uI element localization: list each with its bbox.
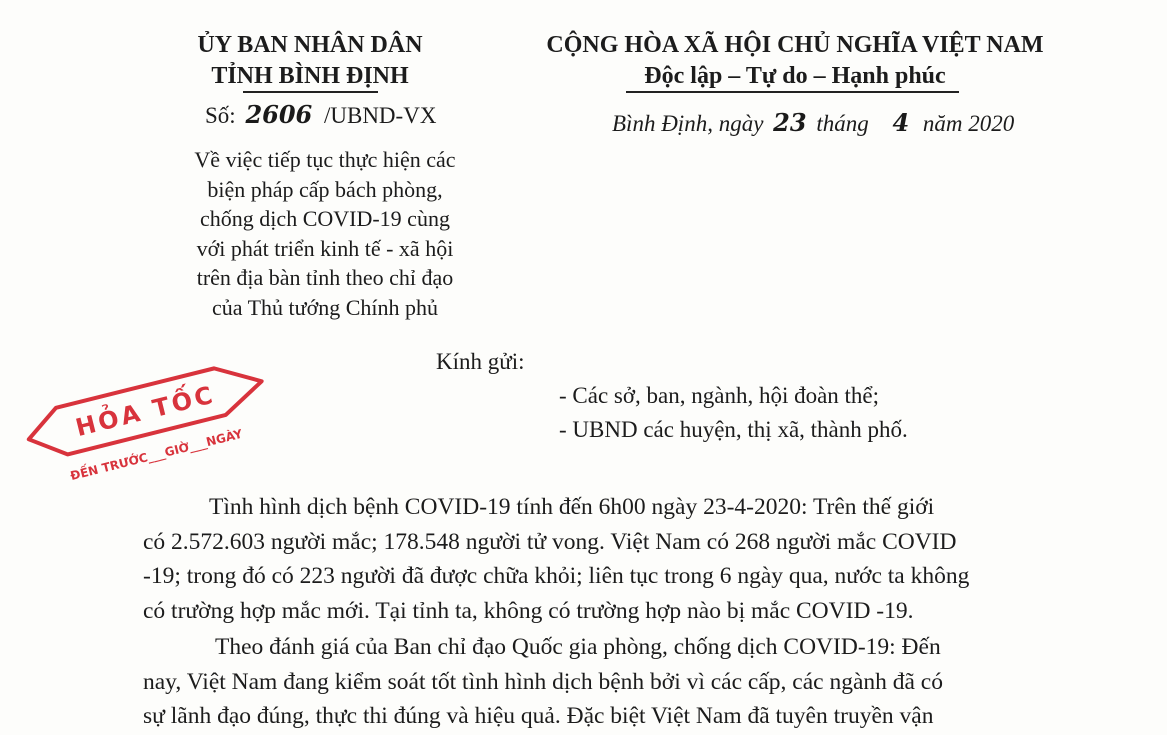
body-paragraph-1: [143, 490, 1055, 628]
subject-line: biện pháp cấp bách phòng,: [207, 176, 443, 202]
number-value: 2606: [245, 100, 313, 129]
agency-line-1: ỦY BAN NHÂN DÂN: [197, 32, 423, 58]
recipient-item: - UBND các huyện, thị xã, thành phố.: [559, 417, 908, 442]
subject-line: của Thủ tướng Chính phủ: [211, 294, 439, 320]
number-suffix: /UBND-VX: [323, 103, 437, 128]
issue-date: [612, 108, 1014, 137]
date-place: Bình Định, ngày: [612, 111, 764, 136]
paragraph-line: nay, Việt Nam đang kiểm soát tốt tình hình dịch bệnh bởi vì các cấp, các ngành đã có: [143, 668, 943, 695]
subject-line: Về việc tiếp tục thực hiện các: [194, 147, 456, 172]
paragraph-line: -19; trong đó có 223 người đã được chữa khỏi; liên tục trong 6 ngày qua, nước ta không: [143, 563, 970, 589]
paragraph-line: sự lãnh đạo đúng, thực thi đúng và hiệu quả. Đặc biệt Việt Nam đã tuyên truyền vận: [143, 703, 934, 729]
date-month-label: tháng: [816, 111, 869, 136]
date-year-label: năm 2020: [922, 111, 1015, 136]
state-name: CỘNG HÒA XÃ HỘI CHỦ NGHĨA VIỆT NAM: [546, 32, 1044, 58]
recipients-label: Kính gửi:: [436, 349, 525, 374]
paragraph-line: Tình hình dịch bệnh COVID-19 tính đến 6h00 ngày 23-4-2020: Trên thế giới: [209, 494, 935, 520]
agency-underline: [243, 91, 378, 93]
urgent-stamp: [20, 345, 300, 495]
number-prefix: Số:: [205, 103, 236, 128]
recipient-item: - Các sở, ban, ngành, hội đoàn thể;: [559, 383, 880, 408]
date-day: 23: [773, 108, 807, 137]
stamp-sub-text: ĐẾN TRƯỚC___GIỜ___NGÀY: [68, 426, 244, 484]
document-number: [205, 100, 436, 129]
body-paragraph-2: [143, 630, 1055, 734]
subject-line: với phát triển kinh tế - xã hội: [196, 235, 454, 261]
document-subject: [150, 145, 500, 322]
subject-line: trên địa bàn tỉnh theo chỉ đạo: [196, 265, 454, 290]
agency-line-2: TỈNH BÌNH ĐỊNH: [211, 63, 409, 89]
issuing-agency: [150, 30, 470, 92]
paragraph-line: có trường hợp mắc mới. Tại tỉnh ta, không có trường hợp nào bị mắc COVID -19.: [143, 597, 914, 624]
subject-line: chống dịch COVID-19 cùng: [200, 206, 450, 231]
recipients: [436, 345, 908, 447]
stamp-main-text: HỎA TỐC: [72, 380, 219, 443]
paragraph-line: có 2.572.603 người mắc; 178.548 người tử vong. Việt Nam có 268 người mắc COVID: [143, 528, 957, 555]
national-header: [500, 30, 1090, 92]
motto-underline: [626, 91, 959, 93]
state-motto: Độc lập – Tự do – Hạnh phúc: [644, 63, 946, 89]
paragraph-line: Theo đánh giá của Ban chỉ đạo Quốc gia phòng, chống dịch COVID-19: Đến: [215, 634, 941, 660]
date-month: 4: [892, 108, 910, 137]
